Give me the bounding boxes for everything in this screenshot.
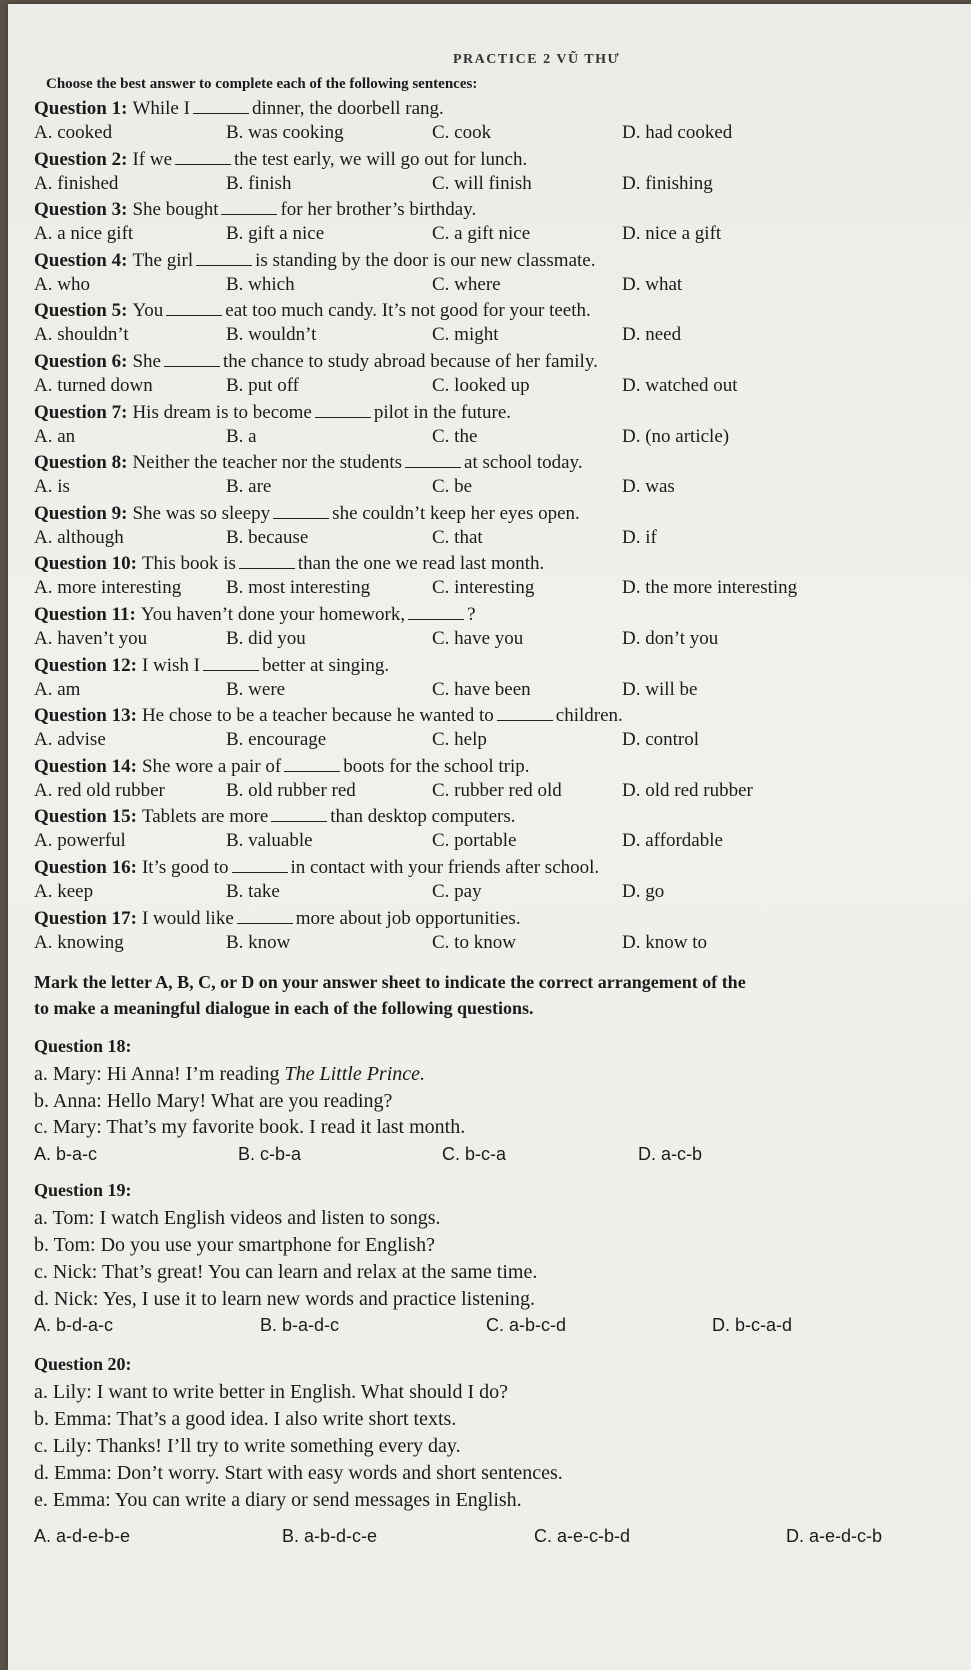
question-9-blank[interactable] [273,517,329,519]
question-9-stem [34,503,580,525]
question-3-label: Question 3: [34,199,128,221]
question-9-options [34,527,964,551]
question-12-blank[interactable] [203,669,259,671]
question-14-option-d[interactable]: D. old red rubber [622,779,753,801]
q19-option-a[interactable]: A. b-d-a-c [34,1315,114,1335]
q18-line-a-text: a. Mary: Hi Anna! I’m reading [34,1063,280,1085]
question-5-options [34,324,964,348]
question-5-option-c[interactable]: C. might [432,324,499,346]
question-4-text-before: The girl [132,249,194,271]
question-12-stem [34,655,389,677]
q20-line-a: a. Lily: I want to write better in English. What should I do? [34,1381,508,1403]
question-17-option-c[interactable]: C. to know [432,931,516,953]
question-13-text-before: He chose to be a teacher because he wanted to [141,705,494,727]
question-11-options [34,628,964,652]
question-3-text-before: She bought [132,199,219,221]
question-6-options [34,375,964,399]
page-title: PRACTICE 2 VŨ THƯ [453,52,621,67]
question-6-text-before: She [132,351,161,372]
question-4-blank[interactable] [196,264,252,266]
question-13-option-a[interactable]: A. advise [34,729,106,751]
q20-line-e: e. Emma: You can write a diary or send messages in English. [34,1489,522,1511]
question-7-text-before: His dream is to become [132,401,312,423]
question-8-stem [34,452,583,474]
question-12-option-b[interactable]: B. were [226,678,286,700]
question-14-stem [34,756,530,778]
question-3-stem [34,199,476,221]
q20-line-b: b. Emma: That’s a good idea. I also write short texts. [34,1408,457,1430]
question-12-text-after: better at singing. [262,654,390,676]
question-4-option-b[interactable]: B. which [226,273,295,295]
question-8-option-b[interactable]: B. are [226,476,272,498]
question-6-label: Question 6: [34,351,128,372]
section2-instruction-line2: to make a meaningful dialogue in each of the following questions. [34,998,534,1018]
question-1-options [34,122,964,146]
question-14-option-a[interactable]: A. red old rubber [34,779,165,801]
question-15-label: Question 15: [34,806,137,828]
question-14-text-before: She wore a pair of [141,755,282,777]
question-1-option-d[interactable]: D. had cooked [622,122,733,143]
q20-option-d[interactable]: D. a-e-d-c-b [786,1526,883,1546]
question-7-option-a[interactable]: A. an [34,425,76,447]
question-6-option-a[interactable]: A. turned down [34,375,153,396]
question-11-option-d[interactable]: D. don’t you [622,628,719,649]
question-4-options [34,274,964,298]
question-17-option-a[interactable]: A. knowing [34,931,124,953]
question-13-blank[interactable] [497,719,553,721]
question-1-option-b[interactable]: B. was cooking [226,122,344,143]
question-4-option-d[interactable]: D. what [622,273,683,295]
question-10-option-a[interactable]: A. more interesting [34,577,182,599]
question-8-blank[interactable] [405,466,461,468]
question-9-text-after: she couldn’t keep her eyes open. [332,502,580,524]
question-15-option-b[interactable]: B. valuable [226,830,313,852]
q20-options [34,1526,964,1550]
question-1-stem [34,98,444,120]
question-2-option-c[interactable]: C. will finish [432,172,532,194]
question-17-label: Question 17: [34,907,137,929]
question-17-option-b[interactable]: B. know [226,931,291,953]
question-2-stem [34,149,527,171]
question-6-stem [34,351,598,373]
question-9-option-b[interactable]: B. because [226,526,309,548]
question-8-options [34,476,964,500]
question-17-text-after: more about job opportunities. [295,907,521,929]
q18-label: Question 18: [34,1036,132,1056]
question-8-option-d[interactable]: D. was [622,476,675,498]
question-10-options [34,577,964,601]
q19-line-d: d. Nick: Yes, I use it to learn new words and practice listening. [34,1288,536,1310]
question-4-text-after: is standing by the door is our new classmate. [255,249,596,271]
question-2-option-d[interactable]: D. finishing [622,172,713,194]
q18-line-b: b. Anna: Hello Mary! What are you reading? [34,1090,393,1112]
question-7-options [34,426,964,450]
question-11-stem [34,604,476,626]
question-9-option-a[interactable]: A. although [34,526,124,548]
q19-line-a: a. Tom: I watch English videos and listen to songs. [34,1207,441,1229]
question-16-option-c[interactable]: C. pay [432,881,482,902]
q18-option-b[interactable]: B. c-b-a [238,1144,302,1164]
question-12-option-d[interactable]: D. will be [622,678,698,700]
q20-option-a[interactable]: A. a-d-e-b-e [34,1526,131,1546]
question-14-options [34,780,964,804]
question-11-text-after: ? [467,604,476,625]
question-17-option-d[interactable]: D. know to [622,931,707,953]
question-7-option-d[interactable]: D. (no article) [622,425,730,447]
question-12-options [34,679,964,703]
q20-label: Question 20: [34,1354,132,1374]
question-9-text-before: She was so sleepy [132,502,271,524]
question-5-text-before: You [132,300,164,322]
question-16-option-a[interactable]: A. keep [34,881,94,902]
question-10-label: Question 10: [34,553,137,575]
q19-option-d[interactable]: D. b-c-a-d [712,1315,793,1335]
question-15-option-d[interactable]: D. affordable [622,830,723,852]
question-16-option-d[interactable]: D. go [622,881,665,902]
question-3-option-b[interactable]: B. gift a nice [226,223,325,245]
question-2-blank[interactable] [175,163,231,165]
question-3-text-after: for her brother’s birthday. [280,199,477,221]
question-15-options [34,830,964,854]
question-5-stem [34,300,591,322]
question-8-text-after: at school today. [464,452,583,474]
q19-line-b: b. Tom: Do you use your smartphone for English? [34,1234,435,1256]
question-11-blank[interactable] [408,618,464,620]
question-13-option-c[interactable]: C. help [432,729,487,751]
question-16-text-after: in contact with your friends after school. [290,857,600,878]
q20-option-c[interactable]: C. a-e-c-b-d [534,1526,631,1546]
question-15-option-a[interactable]: A. powerful [34,830,126,852]
q18-options [34,1144,964,1168]
question-2-option-b[interactable]: B. finish [226,172,292,194]
q20-line-c: c. Lily: Thanks! I’ll try to write something every day. [34,1435,461,1457]
question-16-stem [34,857,599,879]
question-15-blank[interactable] [271,820,327,822]
question-5-option-a[interactable]: A. shouldn’t [34,324,129,346]
question-1-text-after: dinner, the doorbell rang. [251,98,444,119]
q19-options [34,1315,964,1339]
question-10-option-d[interactable]: D. the more interesting [622,577,798,599]
section2-instruction-line1: Mark the letter A, B, C, or D on your answer sheet to indicate the correct arrangement of the [34,972,746,992]
question-3-options [34,223,964,247]
question-16-text-before: It’s good to [141,857,229,878]
q18-option-d[interactable]: D. a-c-b [638,1144,703,1164]
question-6-blank[interactable] [164,365,220,367]
q20-option-b[interactable]: B. a-b-d-c-e [282,1526,378,1546]
question-7-text-after: pilot in the future. [373,401,512,423]
question-1-option-a[interactable]: A. cooked [34,122,113,143]
question-17-options [34,932,964,956]
question-11-text-before: You haven’t done your homework, [140,604,406,625]
question-12-option-a[interactable]: A. am [34,678,81,700]
question-15-text-after: than desktop computers. [330,806,516,828]
question-2-text-after: the test early, we will go out for lunch. [234,148,528,170]
q20-line-d: d. Emma: Don’t worry. Start with easy words and short sentences. [34,1462,563,1484]
question-14-label: Question 14: [34,755,137,777]
question-3-option-c[interactable]: C. a gift nice [432,223,531,245]
question-9-option-d[interactable]: D. if [622,526,657,548]
question-7-label: Question 7: [34,401,128,423]
question-16-options [34,881,964,905]
question-13-label: Question 13: [34,705,137,727]
question-9-option-c[interactable]: C. that [432,526,483,548]
question-10-stem [34,553,544,575]
question-6-option-c[interactable]: C. looked up [432,375,530,396]
question-11-option-c[interactable]: C. have you [432,628,524,649]
question-17-stem [34,908,521,930]
worksheet-page [8,4,971,1670]
q19-option-c[interactable]: C. a-b-c-d [486,1315,567,1335]
question-13-text-after: children. [555,705,623,727]
question-12-text-before: I wish I [141,654,200,676]
q18-option-c[interactable]: C. b-c-a [442,1144,507,1164]
question-10-text-after: than the one we read last month. [297,553,545,575]
question-3-option-d[interactable]: D. nice a gift [622,223,722,245]
question-2-option-a[interactable]: A. finished [34,172,119,194]
question-8-option-c[interactable]: C. be [432,476,473,498]
question-7-stem [34,402,511,424]
question-7-blank[interactable] [315,416,371,418]
question-7-option-c[interactable]: C. the [432,425,478,447]
q19-label: Question 19: [34,1180,132,1200]
question-10-option-c[interactable]: C. interesting [432,577,535,599]
question-2-options [34,173,964,197]
question-5-blank[interactable] [166,314,222,316]
q18-option-a[interactable]: A. b-a-c [34,1144,98,1164]
question-4-stem [34,250,595,272]
question-7-option-b[interactable]: B. a [226,425,257,447]
question-17-blank[interactable] [237,922,293,924]
instruction-text: Choose the best answer to complete each of the following sentences: [46,76,478,92]
question-1-blank[interactable] [193,112,249,114]
question-16-option-b[interactable]: B. take [226,881,280,902]
question-2-label: Question 2: [34,148,128,170]
question-1-label: Question 1: [34,98,128,119]
question-10-blank[interactable] [239,567,295,569]
question-10-text-before: This book is [141,553,236,575]
question-4-option-a[interactable]: A. who [34,273,90,295]
question-5-text-after: eat too much candy. It’s not good for your teeth. [225,300,591,322]
question-14-option-c[interactable]: C. rubber red old [432,779,562,801]
question-4-option-c[interactable]: C. where [432,273,501,295]
question-5-option-b[interactable]: B. wouldn’t [226,324,317,346]
question-11-label: Question 11: [34,604,136,625]
question-11-option-b[interactable]: B. did you [226,628,306,649]
question-13-stem [34,705,623,727]
question-17-text-before: I would like [141,907,234,929]
question-13-option-d[interactable]: D. control [622,729,700,751]
question-2-text-before: If we [132,148,172,170]
question-15-text-before: Tablets are more [141,806,269,828]
question-16-label: Question 16: [34,857,137,878]
question-13-option-b[interactable]: B. encourage [226,729,327,751]
question-1-text-before: While I [132,98,190,119]
question-13-options [34,729,964,753]
question-6-text-after: the chance to study abroad because of her family. [222,351,598,372]
q19-option-b[interactable]: B. b-a-d-c [260,1315,340,1335]
question-16-blank[interactable] [232,871,288,873]
q18-line-c: c. Mary: That’s my favorite book. I read it last month. [34,1116,466,1138]
question-5-label: Question 5: [34,300,128,322]
question-12-label: Question 12: [34,654,137,676]
question-14-blank[interactable] [284,770,340,772]
question-11-option-a[interactable]: A. haven’t you [34,628,148,649]
question-5-option-d[interactable]: D. need [622,324,682,346]
question-9-label: Question 9: [34,502,128,524]
question-1-option-c[interactable]: C. cook [432,122,492,143]
question-8-text-before: Neither the teacher nor the students [132,452,403,474]
question-15-stem [34,806,516,828]
question-6-option-b[interactable]: B. put off [226,375,300,396]
question-14-text-after: boots for the school trip. [343,755,530,777]
q19-line-c: c. Nick: That’s great! You can learn and relax at the same time. [34,1261,538,1283]
q18-line-a [34,1063,425,1086]
question-3-blank[interactable] [221,213,277,215]
question-8-option-a[interactable]: A. is [34,476,70,498]
question-4-label: Question 4: [34,249,128,271]
question-8-label: Question 8: [34,452,128,474]
question-14-option-b[interactable]: B. old rubber red [226,779,356,801]
q18-book-title: The Little Prince. [284,1063,426,1085]
question-6-option-d[interactable]: D. watched out [622,375,738,396]
question-12-option-c[interactable]: C. have been [432,678,531,700]
question-10-option-b[interactable]: B. most interesting [226,577,371,599]
question-3-option-a[interactable]: A. a nice gift [34,223,134,245]
question-15-option-c[interactable]: C. portable [432,830,517,852]
